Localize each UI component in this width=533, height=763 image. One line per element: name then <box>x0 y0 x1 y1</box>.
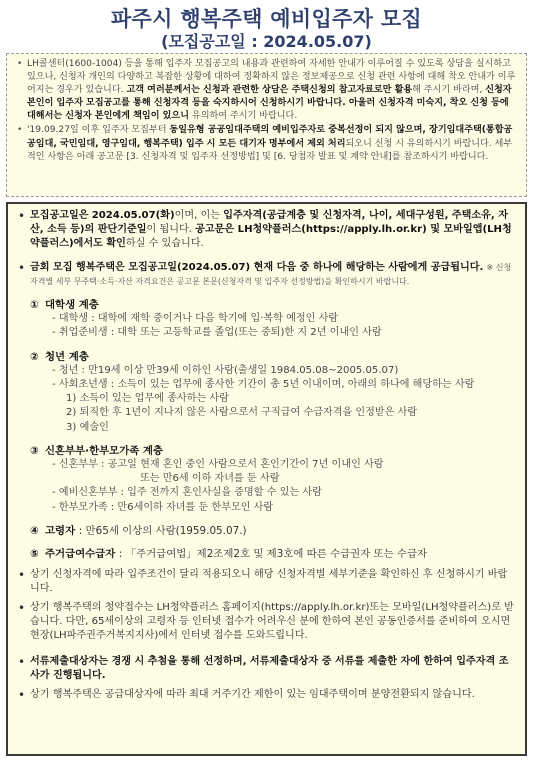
category-newlywed: ③ 신혼부부·한부모가족 계층 <box>30 444 163 457</box>
main-info-box <box>6 202 527 756</box>
category-housing-benefit: ⑤ 주거급여수급자 : 「주거급여법」제2조제2호 및 제3호에 따른 수급권자 또는 수급자 <box>30 548 428 561</box>
notice-box <box>6 53 527 197</box>
page-title: 파주시 행복주택 예비입주자 모집 <box>110 7 423 31</box>
category-subline: 1) 소득이 있는 업무에 종사하는 사람 <box>66 393 229 405</box>
bullet-eligibility: • 금회 모집 행복주택은 모집공고일(2024.05.07) 현재 다음 중 하나에 해당하는 사람에게 공급됩니다. ※ 신청자격별 세부 무주택·소득·자산 자격요건은 공고문 본문(신청자격 및 입주자 선정방법)을 확인하시기 바랍니다. <box>18 261 517 289</box>
bullet-application-method: • 상기 행복주택의 청약접수는 LH청약플러스 홈페이지(https://apply.lh.or.kr)또는 모바일(LH청약플러스)로 받습니다. 다만, 65세이상의 고령자 등 인터넷 접수가 어려우신 분에 한하여 본인 공동인증서를 준비하여 오시면 현장(LH파주권주거복지지사)에서 인터넷 접수를 도와드립니다. <box>18 601 517 644</box>
category-line-continuation: 또는 만6세 이하 자녀를 둔 사람 <box>140 473 280 485</box>
category-line: - 취업준비생 : 대학 또는 고등학교를 졸업(또는 중퇴)한 지 2년 이내인 사람 <box>52 327 382 339</box>
category-line: - 신혼부부 : 공고일 현재 혼인 중인 사람으로서 혼인기간이 7년 이내인 사람 <box>52 459 384 471</box>
category-line: - 한부모가족 : 만6세이하 자녀를 둔 한부모인 사람 <box>52 501 274 513</box>
category-subline: 2) 퇴직한 후 1년이 지나지 않은 사람으로서 구직급여 수급자격을 인정받은 사람 <box>66 407 418 419</box>
category-line: - 예비신혼부부 : 입주 전까지 혼인사실을 증명할 수 있는 사람 <box>52 487 322 499</box>
category-subline: 3) 예술인 <box>66 421 109 433</box>
bullet-document-submission: • 서류제출대상자는 경쟁 시 추첨을 통해 선정하며, 서류제출대상자 중 서류를 제출한 자에 한하여 입주자격 조사가 진행됩니다. <box>18 655 517 683</box>
category-youth: ② 청년 계층 <box>30 350 89 363</box>
bullet-announcement-date: • 모집공고일은 2024.05.07(화)이며, 이는 입주자격(공급계층 및 신청자격, 나이, 세대구성원, 주택소유, 자산, 소득 등)의 판단기준일이 됩니다. 공고문은 LH청약플러스(https://apply.lh.or.kr) 및 모바일앱(LH청약플러스)에서도 확인하실 수 있습니다. <box>18 209 517 252</box>
bullet-criteria-check: • 상기 신청자격에 따라 입주조건이 달리 적용되오니 해당 신청자격별 세부기준을 확인하신 후 신청하시기 바랍니다. <box>18 568 517 596</box>
page-subtitle: (모집공고일 : 2024.05.07) <box>161 32 372 51</box>
category-line: - 대학생 : 대학에 재학 중이거나 다음 학기에 입·복학 예정인 사람 <box>52 313 339 325</box>
category-line: - 사회초년생 : 소득이 있는 업무에 종사한 기간이 총 5년 이내이며, 아래의 하나에 해당하는 사람 <box>52 379 475 391</box>
category-elderly: ④ 고령자 : 만65세 이상의 사람(1959.05.07.) <box>30 524 247 537</box>
notice-item-duplicate: • '19.09.27일 이후 입주자 모집부터 동일유형 공공임대주택의 예비입주자로 중복선정이 되지 않으며, 장기임대주택(통합공공임대, 국민임대, 영구임대, 행복주택) 입주 시 모든 대기자 명부에서 제외 처리되오니 신청 시 유의하시기 바랍니다. 세부적인 사항은 아래 공고문 [3. 신청자격 및 입주자 선정방법] 및 [6. 당첨자 발표 및 계약 안내]를 참조하시기 바랍니다. <box>17 124 518 163</box>
category-line: - 청년 : 만19세 이상 만39세 이하인 사람(출생일 1984.05.08~2005.05.07) <box>52 364 399 376</box>
notice-item-consultation: • LH콜센터(1600-1004) 등을 통해 입주자 모집공고의 내용과 관련하여 자세한 안내가 이루어질 수 있도록 상담을 실시하고 있으나, 신청자 개인의 다양하고 복잡한 상황에 대하여 정확하지 않은 정보제공으로 신청 관련 사항에 대해 착오 안내가 이루어지는 경우가 있습니다. 고객 여러분께서는 신청과 관련한 상담은 주택신청의 참고자료로만 활용해 주시기 바라며, 신청자 본인이 입주자 모집공고를 통해 신청자격 등을 숙지하시어 신청하시기 바랍니다. 아울러 신청자격 미숙지, 착오 신청 등에 대해서는 신청자 본인에게 책임이 있으니 유의하여 주시기 바랍니다. <box>17 58 518 123</box>
category-university: ① 대학생 계층 <box>30 299 99 312</box>
bullet-residence-limit: • 상기 행복주택은 공급대상자에 따라 최대 거주기간 제한이 있는 임대주택이며 분양전환되지 않습니다. <box>18 688 517 702</box>
